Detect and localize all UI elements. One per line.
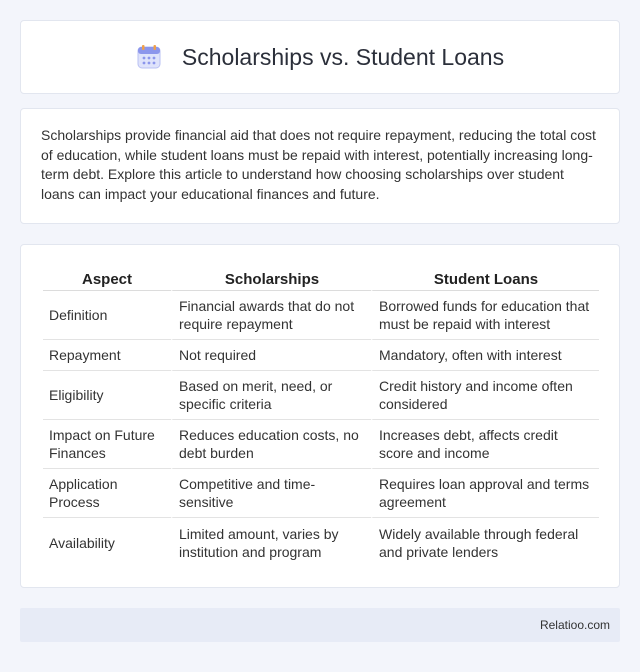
- scholarships-cell: Financial awards that do not require repayment: [171, 291, 371, 340]
- footer: [20, 608, 620, 642]
- loans-cell: Mandatory, often with interest: [371, 340, 599, 371]
- loans-cell: Widely available through federal and private lenders: [371, 518, 599, 567]
- table-row: [43, 469, 599, 518]
- column-header: Aspect: [43, 267, 171, 291]
- table-row: [43, 371, 599, 420]
- scholarships-cell: Reduces education costs, no debt burden: [171, 420, 371, 469]
- comparison-card: [20, 244, 620, 588]
- scholarships-cell: Competitive and time-sensitive: [171, 469, 371, 518]
- column-header: Scholarships: [171, 267, 371, 291]
- table-row: [43, 518, 599, 567]
- loans-cell: Requires loan approval and terms agreement: [371, 469, 599, 518]
- loans-cell: Increases debt, affects credit score and income: [371, 420, 599, 469]
- table-row: [43, 420, 599, 469]
- column-header: Student Loans: [371, 267, 599, 291]
- aspect-cell: Impact on Future Finances: [43, 420, 171, 469]
- aspect-cell: Repayment: [43, 340, 171, 371]
- scholarships-cell: Not required: [171, 340, 371, 371]
- loans-cell: Borrowed funds for education that must be repaid with interest: [371, 291, 599, 340]
- aspect-cell: Eligibility: [43, 371, 171, 420]
- aspect-cell: Definition: [43, 291, 171, 340]
- intro-card: [20, 108, 620, 224]
- title-card: [20, 20, 620, 94]
- comparison-table: [43, 267, 599, 567]
- table-row: [43, 291, 599, 340]
- scholarships-cell: Limited amount, varies by institution and program: [171, 518, 371, 567]
- table-row: [43, 340, 599, 371]
- table-header-row: [43, 267, 599, 291]
- loans-cell: Credit history and income often considered: [371, 371, 599, 420]
- aspect-cell: Application Process: [43, 469, 171, 518]
- footer-site-name: Relatioo.com: [539, 618, 610, 632]
- page-title: Scholarships vs. Student Loans: [181, 43, 505, 70]
- aspect-cell: Availability: [49, 534, 115, 551]
- intro-paragraph: Scholarships provide financial aid that does not require repayment, reducing the total cost of education, while student loans must be repaid with interest, potentially increasing long-term debt. Explore this article to understand how choosing scholarships over student loans can impact your educational finances and future.: [41, 127, 596, 202]
- calendar-icon: [136, 44, 162, 70]
- scholarships-cell: Based on merit, need, or specific criteria: [171, 371, 371, 420]
